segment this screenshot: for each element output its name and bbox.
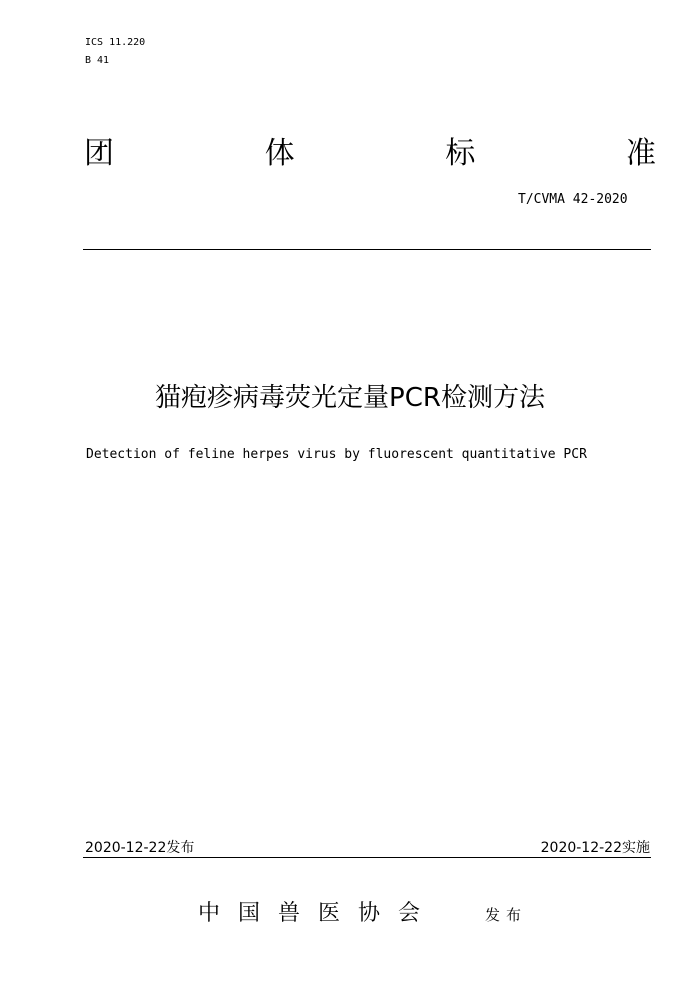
document-title-chinese: 猫疱疹病毒荧光定量PCR检测方法 <box>155 383 545 413</box>
ccs-code: B 41 <box>85 55 110 66</box>
footer-divider <box>83 857 651 858</box>
standard-type-char: 标 <box>445 136 476 171</box>
header-divider <box>83 249 651 250</box>
standard-type-char: 体 <box>264 136 295 171</box>
standard-code: T/CVMA 42-2020 <box>518 192 628 207</box>
implementation-date: 2020-12-22实施 <box>540 840 650 856</box>
publish-date: 2020-12-22发布 <box>85 840 195 856</box>
issued-label: 发布 <box>485 906 528 924</box>
document-title-english: Detection of feline herpes virus by fluorescent quantitative PCR <box>86 447 587 462</box>
standard-type-heading <box>84 134 656 174</box>
ics-code: ICS 11.220 <box>85 37 146 48</box>
issuing-organization: 中国兽医协会 <box>198 901 439 926</box>
standard-type-char: 团 <box>84 136 114 171</box>
standard-type-char: 准 <box>625 136 656 171</box>
